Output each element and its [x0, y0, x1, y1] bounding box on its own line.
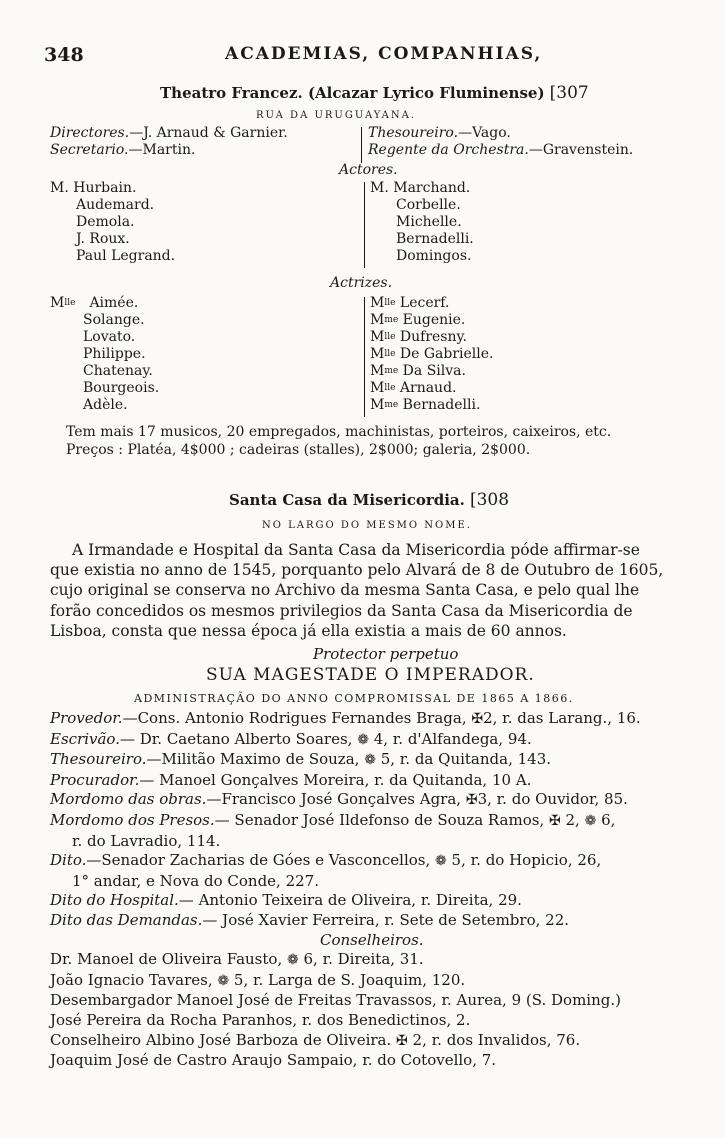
directors-label: Directores. — [50, 125, 130, 141]
actress-left: Lovato. — [83, 329, 136, 345]
actress-right: $M^{lle}$ Lecerf. — [370, 295, 450, 311]
rose-icon: ❁ — [217, 972, 230, 989]
councillor-row: Dr. Manoel de Oliveira Fausto, ❁ 6, r. Direita, 31. — [50, 950, 424, 969]
officers-list — [50, 709, 641, 1071]
actor-left: Demola. — [76, 214, 135, 230]
actress-right: $M^{lle}$ De Gabrielle. — [370, 346, 494, 362]
rose-icon: ❁ — [286, 952, 299, 969]
cross-icon: ✠ — [548, 812, 561, 829]
cross-icon: ✠ — [471, 711, 484, 727]
officer-row: Dito do Hospital.— Antonio Teixeira de Oliveira, r. Direita, 29. — [50, 891, 522, 910]
paragraph-line: forão concedidos os mesmos privilegios da Santa Casa da Misericordia de — [50, 601, 633, 620]
santa-casa-title: Santa Casa da Misericordia. — [229, 491, 465, 509]
theatre-number: [307 — [549, 83, 589, 103]
officer-row: Escrivão.— Dr. Caetano Alberto Soares, ❁ 4, r. d'Alfandega, 94. — [50, 729, 532, 748]
treasurer-value: —Vago. — [458, 125, 511, 141]
rose-icon: ❁ — [357, 731, 369, 748]
actress-left: Chatenay. — [83, 363, 153, 379]
actress-left: Bourgeois. — [83, 380, 160, 396]
actor-left: Paul Legrand. — [76, 248, 176, 264]
actresses-heading: Actrizes. — [330, 275, 393, 291]
actors-right-list — [370, 180, 474, 265]
officer-row-continued: r. do Lavradio, 114. — [72, 831, 221, 850]
councillors-heading: Conselheiros. — [320, 930, 424, 949]
history-paragraph — [50, 540, 663, 641]
cross-icon: ✠ — [396, 1032, 408, 1049]
councillor-row: Desembargador Manoel José de Freitas Travassos, r. Aurea, 9 (S. Doming.) — [50, 991, 621, 1010]
theatre-heading — [160, 83, 589, 103]
directors-value: —J. Arnaud & Garnier. — [129, 125, 288, 141]
actress-right: $M^{lle}$ Dufresny. — [370, 329, 467, 345]
theatre-title: Theatro Francez. (Alcazar Lyrico Fluminense) — [160, 84, 545, 102]
officer-row: Provedor.—Cons. Antonio Rodrigues Fernandes Braga, ✠2, r. das Larang., 16. — [50, 709, 641, 727]
actor-left: J. Roux. — [76, 231, 130, 247]
actors-left-list — [50, 180, 175, 265]
protector-label: Protector perpetuo — [313, 645, 459, 663]
councillor-row: João Ignacio Tavares, ❁ 5, r. Larga de S. Joaquim, 120. — [50, 970, 466, 989]
actress-left: Adèle. — [83, 397, 128, 413]
theatre-right-officers — [368, 125, 633, 159]
rose-icon: ❁ — [584, 812, 597, 829]
admin-line: ADMINISTRAÇÃO DO ANNO COMPROMISSAL DE 1865 A 1866. — [134, 692, 574, 705]
actress-left: Aimée. — [89, 295, 139, 311]
actress-title: M — [50, 295, 65, 311]
conductor-value: —Gravenstein. — [528, 142, 634, 158]
actress-left: Philippe. — [83, 346, 146, 362]
paragraph-line: A Irmandade e Hospital da Santa Casa da Misericordia póde affirmar-se — [72, 541, 640, 559]
actor-left: M. Hurbain. — [50, 180, 137, 196]
running-title: ACADEMIAS, COMPANHIAS, — [225, 44, 543, 64]
officer-row: Procurador.— Manoel Gonçalves Moreira, r. da Quitanda, 10 A. — [50, 770, 532, 789]
actresses-left-list — [50, 295, 159, 414]
theatre-address: RUA DA URUGUAYANA. — [256, 110, 416, 121]
emperor-title: SUA MAGESTADE O IMPERADOR. — [206, 665, 535, 685]
officer-row-continued: 1° andar, e Nova do Conde, 227. — [72, 871, 319, 890]
councillor-row: Conselheiro Albino José Barboza de Oliveira. ✠ 2, r. dos Invalidos, 76. — [50, 1030, 581, 1049]
actresses-divider — [364, 297, 365, 417]
cross-icon: ✠ — [465, 792, 478, 809]
actress-right: $M^{me}$ Eugenie. — [370, 312, 466, 328]
secretary-label: Secretario. — [50, 142, 129, 158]
actress-right: $M^{me}$ Da Silva. — [370, 363, 466, 379]
actress-left: Solange. — [83, 312, 145, 328]
actress-title-sup: lle — [64, 298, 76, 308]
staff-line: Tem mais 17 musicos, 20 empregados, machinistas, porteiros, caixeiros, etc. — [66, 424, 612, 440]
officer-row: Dito.—Senador Zacharias de Góes e Vasconcellos, ❁ 5, r. do Hopicio, 26, — [50, 851, 602, 870]
rose-icon: ❁ — [435, 853, 447, 870]
santa-casa-number: [308 — [469, 490, 510, 510]
officer-row: Mordomo dos Presos.— Senador José Ildefonso de Souza Ramos, ✠ 2, ❁ 6, — [50, 810, 616, 829]
conductor-label: Regente da Orchestra. — [368, 142, 529, 158]
actor-right: Corbelle. — [396, 197, 461, 213]
actresses-right-list — [370, 295, 494, 414]
paragraph-line: cujo original se conserva no Archivo da mesma Santa Casa, e pelo qual lhe — [50, 581, 640, 600]
councillor-row: José Pereira da Rocha Paranhos, r. dos Benedictinos, 2. — [50, 1010, 471, 1029]
paragraph-line: Lisboa, consta que nessa época já ella existia a mais de 60 annos. — [50, 621, 567, 640]
actress-right: $M^{me}$ Bernadelli. — [370, 397, 481, 413]
officer-row: Thesoureiro.—Militão Maximo de Souza, ❁ 5, r. da Quitanda, 143. — [50, 750, 552, 769]
prices-line: Preços : Platéa, 4$000 ; cadeiras (stalles), 2$000; galeria, 2$000. — [66, 442, 531, 458]
officers-divider — [361, 127, 362, 163]
actors-heading: Actores. — [339, 162, 398, 178]
actor-right: Michelle. — [396, 214, 462, 230]
rose-icon: ❁ — [364, 752, 376, 769]
officer-row: Dito das Demandas.— José Xavier Ferreira, r. Sete de Setembro, 22. — [50, 910, 570, 929]
actors-divider — [364, 182, 365, 268]
page-number: 348 — [44, 44, 84, 66]
actor-left: Audemard. — [76, 197, 155, 213]
santa-casa-heading — [229, 490, 509, 510]
actor-right: Bernadelli. — [396, 231, 474, 247]
officer-row: Mordomo das obras.—Francisco José Gonçalves Agra, ✠3, r. do Ouvidor, 85. — [50, 790, 628, 809]
paragraph-line: que existia no anno de 1545, porquanto pelo Alvará de 8 de Outubro de 1605, — [50, 561, 664, 580]
actor-right: M. Marchand. — [370, 180, 471, 196]
actress-right: $M^{lle}$ Arnaud. — [370, 380, 457, 396]
actor-right: Domingos. — [396, 248, 472, 264]
theatre-left-officers — [50, 125, 288, 159]
councillor-row: Joaquim José de Castro Araujo Sampaio, r. do Cotovello, 7. — [50, 1051, 497, 1070]
secretary-value: —Martin. — [128, 142, 196, 158]
santa-casa-address: NO LARGO DO MESMO NOME. — [262, 520, 472, 531]
treasurer-label: Thesoureiro. — [368, 125, 459, 141]
